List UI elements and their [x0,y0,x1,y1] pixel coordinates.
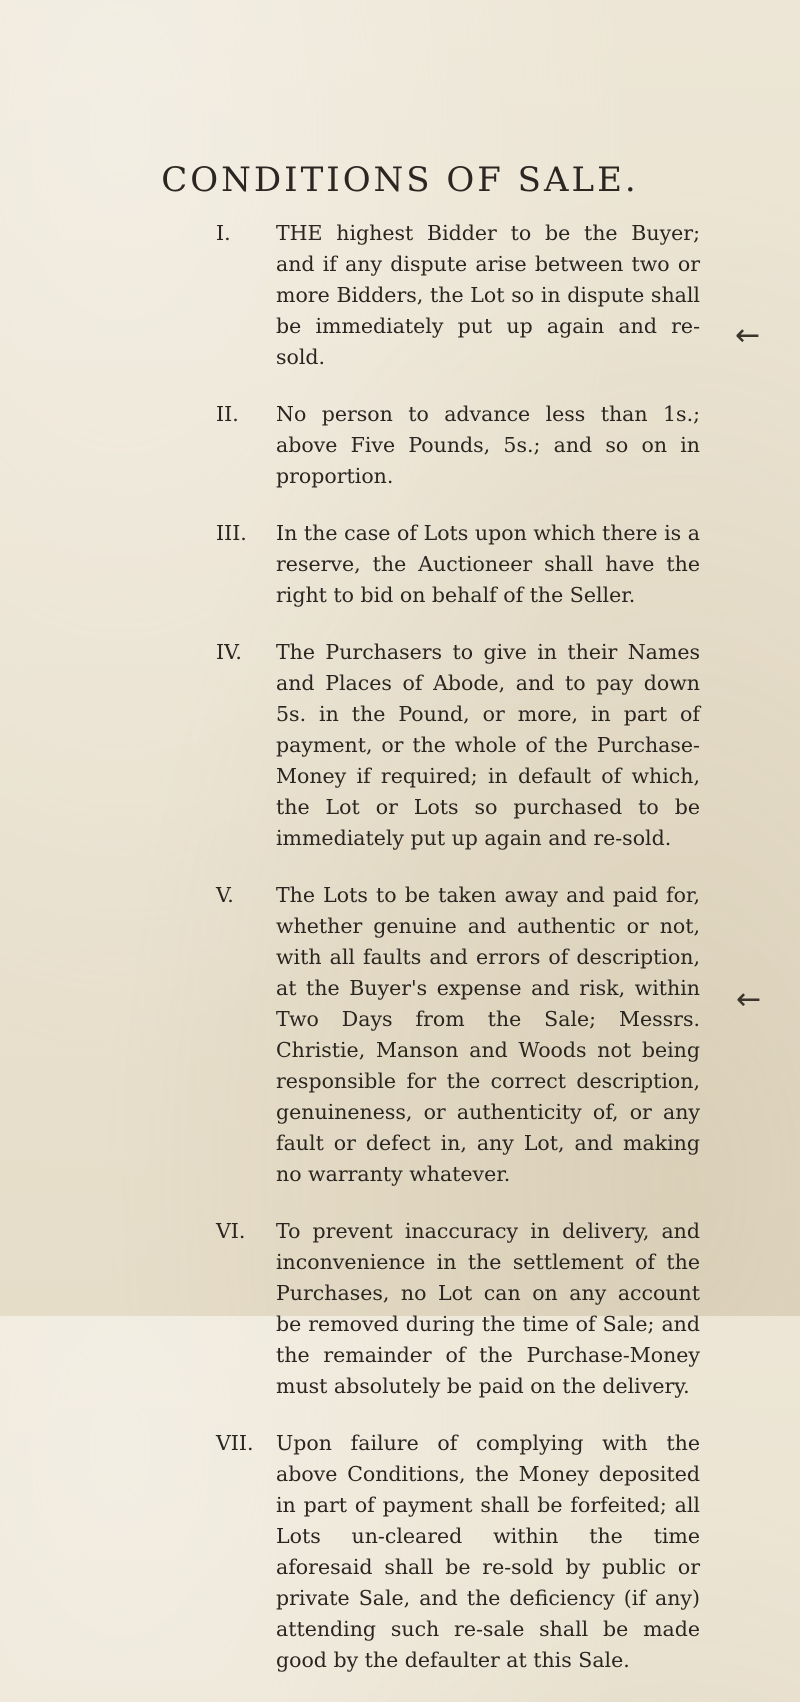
page-title: CONDITIONS OF SALE. [161,160,639,200]
condition-item-6 [216,1216,700,1402]
condition-numeral: II. [216,402,239,426]
condition-numeral: V. [216,883,234,907]
condition-text: To prevent inaccuracy in delivery, and inconvenience in the settlement of the Purchases, no Lot can on any account be removed during the time of Sale; and the remainder of the Purchase-Money must absolutely be paid on the delivery. [276,1219,700,1398]
margin-pencil-mark-icon: ← [735,318,761,353]
condition-numeral: IV. [216,640,242,664]
condition-text: THE highest Bidder to be the Buyer; and if any dispute arise between two or more Bidders, the Lot so in dispute shall be immediately put up again and re-sold. [276,221,700,369]
condition-text: Upon failure of complying with the above Conditions, the Money deposited in part of payment shall be forfeited; all Lots un-cleared within the time aforesaid shall be re-sold by public or private Sale, and the deficiency (if any) attending such re-sale shall be made good by the defaulter at this Sale. [276,1431,700,1672]
condition-numeral: VII. [216,1431,254,1455]
condition-text: No person to advance less than 1s.; above Five Pounds, 5s.; and so on in proportion. [276,402,700,488]
condition-text: In the case of Lots upon which there is a reserve, the Auctioneer shall have the right to bid on behalf of the Seller. [276,521,700,607]
condition-item-3 [216,518,700,611]
condition-item-2 [216,399,700,492]
condition-item-1 [216,218,700,373]
margin-pencil-mark-icon: ← [736,982,762,1017]
condition-item-4 [216,637,700,854]
condition-text: The Purchasers to give in their Names and Places of Abode, and to pay down 5s. in the Pound, or more, in part of payment, or the whole of the Purchase-Money if required; in default of which, the Lot or Lots so purchased to be immediately put up again and re-sold. [276,640,700,850]
conditions-list [216,218,700,1702]
condition-item-7 [216,1428,700,1676]
condition-item-5 [216,880,700,1190]
condition-numeral: III. [216,521,247,545]
condition-numeral: I. [216,221,231,245]
condition-text: The Lots to be taken away and paid for, whether genuine and authentic or not, with all faults and errors of description, at the Buyer's expense and risk, within Two Days from the Sale; Messrs. Christie, Manson and Woods not being responsible for the correct description, genuineness, or authenticity of, or any fault or defect in, any Lot, and making no warranty whatever. [276,883,700,1186]
condition-numeral: VI. [216,1219,246,1243]
